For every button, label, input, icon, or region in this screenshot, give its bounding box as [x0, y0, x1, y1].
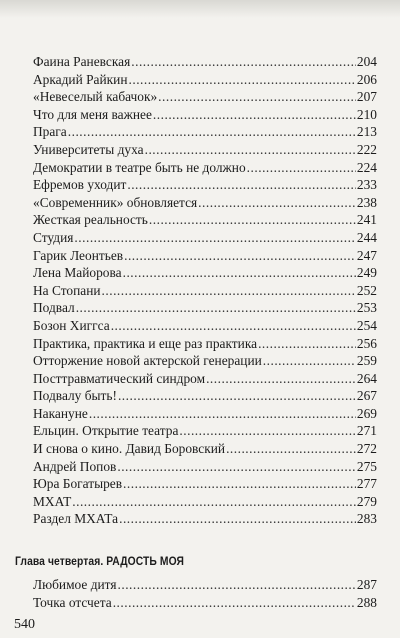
- toc-entry: [33, 370, 377, 388]
- toc-entry-title: И снова о кино. Давид Боровский: [33, 441, 226, 457]
- toc-entry: [33, 247, 377, 265]
- toc-entry-page: 233: [356, 177, 377, 193]
- toc-entry-page: 206: [356, 71, 377, 87]
- toc-entry: [33, 317, 377, 335]
- toc-entry-title: МХАТ: [33, 493, 72, 509]
- dot-leader: [179, 422, 356, 440]
- dot-leader: [118, 387, 356, 405]
- dot-leader: [124, 247, 356, 265]
- toc-entry-title: Накануне: [33, 405, 88, 421]
- toc-entry-title: Отторжение новой актерской генерации: [33, 353, 262, 369]
- dot-leader: [102, 282, 356, 300]
- toc-entry-title: Практика, практика и еще раз практика: [33, 335, 258, 351]
- toc-entry-page: 210: [356, 106, 377, 122]
- toc-entry: [33, 594, 377, 612]
- dot-leader: [206, 370, 356, 388]
- toc-entry-title: Студия: [33, 229, 74, 245]
- toc-entry-page: 252: [356, 282, 377, 298]
- dot-leader: [113, 594, 356, 612]
- dot-leader: [74, 229, 355, 247]
- toc-entry-title: Жесткая реальность: [33, 212, 148, 228]
- dot-leader: [123, 264, 356, 282]
- toc-entry: [33, 229, 377, 247]
- dot-leader: [258, 335, 356, 353]
- dot-leader: [145, 141, 356, 159]
- toc-entry-page: 279: [356, 493, 377, 509]
- toc-entry: [33, 458, 377, 476]
- toc-entry-page: 222: [356, 141, 377, 157]
- toc-entry-title: «Невеселый кабачок»: [33, 89, 158, 105]
- toc-entry-page: 275: [356, 458, 377, 474]
- dot-leader: [118, 576, 356, 594]
- dot-leader: [72, 493, 356, 511]
- toc-entry: [33, 176, 377, 194]
- toc-entry: [33, 493, 377, 511]
- toc-entry-title: Аркадий Райкин: [33, 71, 128, 87]
- toc-entry: [33, 387, 377, 405]
- toc-entry: [33, 475, 377, 493]
- toc-entry: [33, 71, 377, 89]
- toc-entry-title: Юра Богатырев: [33, 476, 123, 492]
- toc-entry-page: 272: [356, 441, 377, 457]
- toc-entry-title: «Современник» обновляется: [33, 194, 198, 210]
- toc-entry-title: Университеты духа: [33, 141, 144, 157]
- toc-entry-title: Бозон Хиггса: [33, 317, 110, 333]
- toc-entry: [33, 335, 377, 353]
- toc-entry-title: Точка отсчета: [33, 594, 112, 610]
- dot-leader: [111, 317, 356, 335]
- toc-entry-page: 249: [356, 265, 377, 281]
- toc-entry-title: Прага: [33, 124, 67, 140]
- toc-entry: [33, 88, 377, 106]
- dot-leader: [153, 106, 356, 124]
- dot-leader: [127, 176, 356, 194]
- dot-leader: [68, 123, 356, 141]
- dot-leader: [149, 211, 356, 229]
- dot-leader: [117, 458, 356, 476]
- dot-leader: [123, 475, 356, 493]
- toc-entry: [33, 510, 377, 528]
- toc-entry-title: Андрей Попов: [33, 458, 117, 474]
- toc-entry-title: Подвалу быть!: [33, 388, 117, 404]
- dot-leader: [226, 440, 356, 458]
- dot-leader: [247, 159, 356, 177]
- toc-entry-page: 207: [356, 89, 377, 105]
- page-top-edge: [0, 0, 400, 18]
- toc-entry-title: Лена Майорова: [33, 265, 122, 281]
- toc-entry-page: 264: [356, 370, 377, 386]
- toc-entry: [33, 299, 377, 317]
- toc-entry-page: 287: [356, 577, 377, 592]
- toc-entry-page: 238: [356, 194, 377, 210]
- toc-entry-page: 267: [356, 388, 377, 404]
- dot-leader: [263, 352, 356, 370]
- toc-entry-title: Что для меня важнее: [33, 106, 152, 122]
- toc-entry: [33, 282, 377, 300]
- toc-entry-title: Ефремов уходит: [33, 177, 127, 193]
- toc-entry-page: 244: [356, 229, 377, 245]
- table-of-contents: [33, 53, 377, 528]
- toc-entry-title: Демократии в театре быть не должно: [33, 159, 246, 175]
- toc-entry-page: 253: [356, 300, 377, 316]
- toc-entry-page: 204: [356, 54, 377, 69]
- toc-entry: [33, 405, 377, 423]
- toc-entry-page: 224: [356, 159, 377, 175]
- toc-entry-title: Гарик Леонтьев: [33, 247, 124, 263]
- toc-entry: [33, 576, 377, 594]
- toc-entry: [33, 352, 377, 370]
- toc-entry: [33, 123, 377, 141]
- toc-entry-page: 277: [356, 476, 377, 492]
- toc-entry: [33, 264, 377, 282]
- chapter-heading: Глава четвертая. РАДОСТЬ МОЯ: [15, 554, 185, 568]
- toc-entry-title: Ельцин. Открытие театра: [33, 423, 179, 439]
- toc-entry-page: 283: [356, 511, 377, 527]
- toc-entry-page: 254: [356, 317, 377, 333]
- toc-entry-title: Фаина Раневская: [33, 54, 131, 69]
- toc-entry-page: 213: [356, 124, 377, 140]
- toc-entry-title: Любимое дитя: [33, 577, 117, 592]
- dot-leader: [89, 405, 356, 423]
- toc-entry-title: Раздел МХАТа: [33, 511, 119, 527]
- toc-entry-title: Подвал: [33, 300, 75, 316]
- toc-entry: [33, 194, 377, 212]
- toc-entry: [33, 53, 377, 71]
- toc-entry-page: 259: [356, 353, 377, 369]
- dot-leader: [131, 53, 356, 71]
- toc-entry-title: На Стопани: [33, 282, 101, 298]
- toc-entry-page: 269: [356, 405, 377, 421]
- toc-entry-page: 241: [356, 212, 377, 228]
- toc-entry-page: 288: [356, 594, 377, 610]
- toc-entry: [33, 159, 377, 177]
- toc-entry-page: 247: [356, 247, 377, 263]
- toc-entry-title: Посттравматический синдром: [33, 370, 206, 386]
- toc-entry: [33, 141, 377, 159]
- dot-leader: [76, 299, 356, 317]
- table-of-contents-chapter-4: [33, 576, 377, 611]
- toc-entry-page: 271: [356, 423, 377, 439]
- dot-leader: [158, 88, 356, 106]
- dot-leader: [119, 510, 356, 528]
- dot-leader: [198, 194, 356, 212]
- toc-entry: [33, 440, 377, 458]
- toc-entry: [33, 106, 377, 124]
- toc-entry-page: 256: [356, 335, 377, 351]
- toc-entry: [33, 422, 377, 440]
- page-number: 540: [14, 617, 35, 632]
- toc-entry: [33, 211, 377, 229]
- dot-leader: [129, 71, 356, 89]
